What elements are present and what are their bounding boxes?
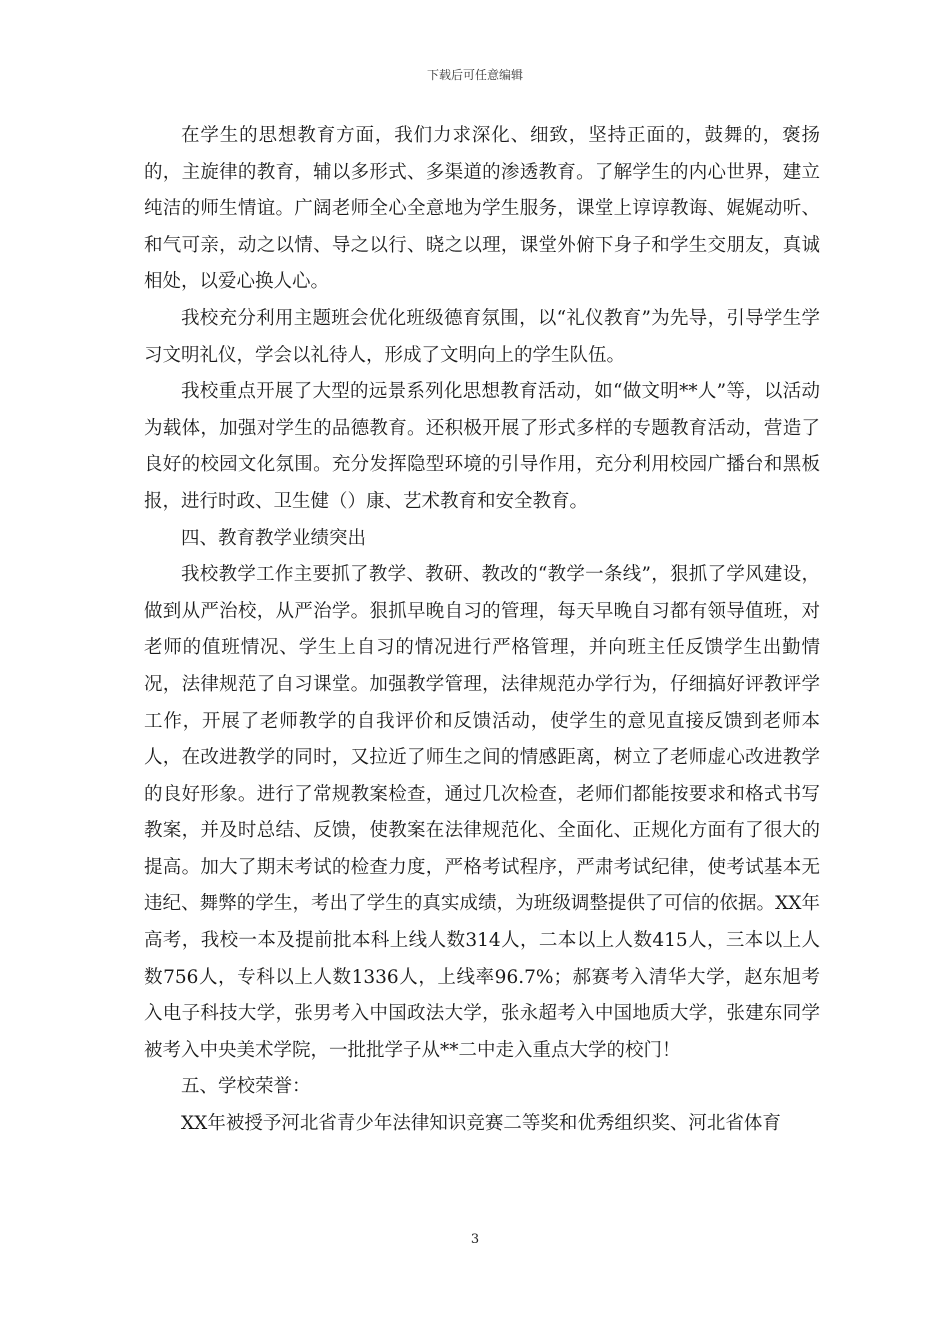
paragraph-teaching: 我校教学工作主要抓了教学、教研、教改的“教学一条线”，狠抓了学风建设，做到从严治校，从严治学。狠抓早晚自习的管理，每天早晚自习都有领导值班，对老师的值班情况、学生上自习的情况进行严格管理，并向班主任反馈学生出勤情况，法律规范了自习课堂。加强教学管理，法律规范办学行为，仔细搞好评教评学工作，开展了老师教学的自我评价和反馈活动，使学生的意见直接反馈到老师本人，在改进教学的同时，又拉近了师生之间的情感距离，树立了老师虚心改进教学的良好形象。进行了常规教案检查，通过几次检查，老师们都能按要求和格式书写教案，并及时总结、反馈，使教案在法律规范化、全面化、正规化方面有了很大的提高。加大了期末考试的检查力度，严格考试程序，严肃考试纪律，使考试基本无违纪、舞弊的学生，考出了学生的真实成绩，为班级调整提供了可信的依据。XX年高考，我校一本及提前批本科上线人数314人，二本以上人数415人，三本以上人数756人，专科以上人数1336人，上线率96.7%；郝赛考入清华大学，赵东旭考入电子科技大学，张男考入中国政法大学，张永超考入中国地质大学，张建东同学被考入中央美术学院，一批批学子从**二中走入重点大学的校门！ xyxy=(144,564,820,1061)
paragraph-class-meeting: 我校充分利用主题班会优化班级德育氛围，以“礼仪教育”为先导，引导学生学习文明礼仪，学会以礼待人，形成了文明向上的学生队伍。 xyxy=(144,307,820,366)
document-body xyxy=(144,118,820,1143)
page-number: 3 xyxy=(470,1232,480,1247)
section-heading-4: 四、教育教学业绩突出 xyxy=(181,527,367,549)
paragraph-activities: 我校重点开展了大型的远景系列化思想教育活动，如“做文明**人”等，以活动为载体，加强对学生的品德教育。还积极开展了形式多样的专题教育活动，营造了良好的校园文化氛围。充分发挥隐型环境的引导作用，充分利用校园广播台和黑板报，进行时政、卫生健（）康、艺术教育和安全教育。 xyxy=(144,381,820,512)
section-heading-5: 五、学校荣誉： xyxy=(181,1076,311,1098)
page-header: 下载后可任意编辑 xyxy=(426,68,523,82)
paragraph-moral-education: 在学生的思想教育方面，我们力求深化、细致，坚持正面的，鼓舞的，褒扬的，主旋律的教育，辅以多形式、多渠道的渗透教育。了解学生的内心世界，建立纯洁的师生情谊。广阔老师全心全意地为学生服务，课堂上谆谆教诲、娓娓动听、和气可亲，动之以情、导之以行、晓之以理，课堂外俯下身子和学生交朋友，真诚相处，以爱心换人心。 xyxy=(144,125,820,293)
paragraph-honors: XX年被授予河北省青少年法律知识竞赛二等奖和优秀组织奖、河北省体育 xyxy=(181,1113,781,1135)
